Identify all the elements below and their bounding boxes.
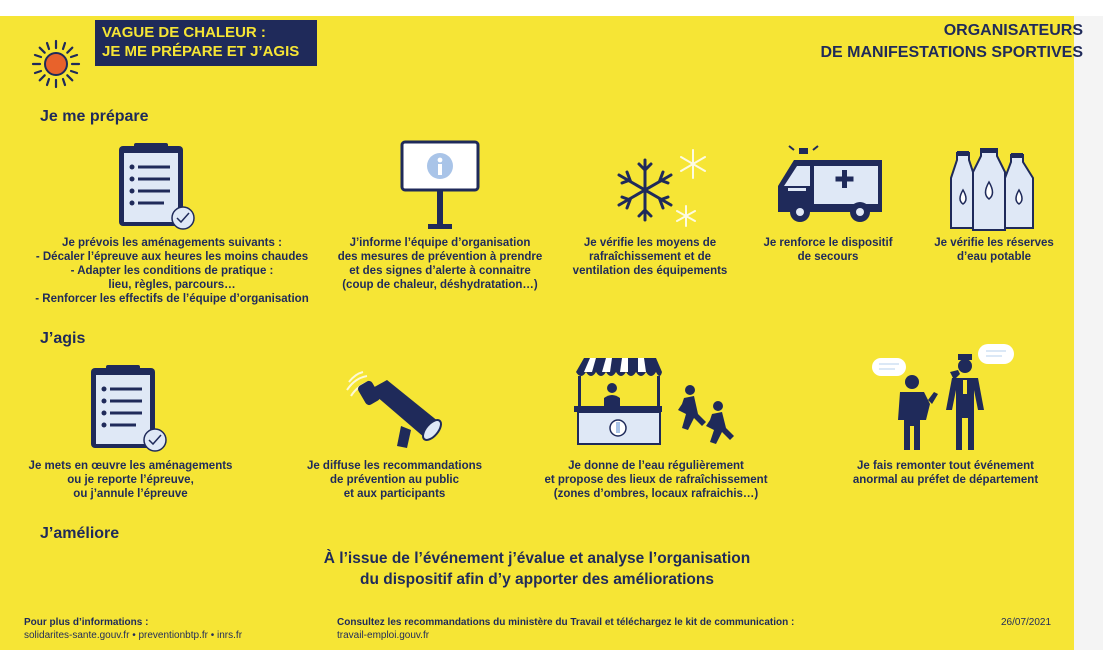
footer-date: 26/07/2021 (1001, 617, 1052, 628)
section-heading-prepare: Je me prépare (40, 108, 149, 125)
improve-line-1: À l’issue de l’événement j’évalue et analyse l’organisation (323, 550, 751, 567)
caption-line: ou je reporte l’épreuve, (67, 474, 194, 486)
improve-statement (0, 531, 1074, 590)
audience-title (820, 20, 1083, 64)
caption-line: ou j’annule l’épreuve (73, 488, 188, 500)
caption-line: et des signes d’alerte à connaitre (349, 265, 531, 277)
caption-line: Je vérifie les réserves (934, 237, 1054, 249)
audience-line-1: ORGANISATEURS (943, 22, 1083, 39)
caption-line: Je diffuse les recommandations (306, 460, 483, 472)
caption-line: lieu, règles, parcours… (108, 279, 236, 291)
footer-ministry (337, 616, 794, 642)
footer-info-links[interactable]: solidarites-sante.gouv.fr • preventionbtp.fr • inrs.fr (24, 630, 243, 641)
sun-icon (30, 38, 82, 90)
caption-line: de prévention au public (329, 474, 460, 486)
caption-line: (coup de chaleur, déshydratation…) (342, 279, 538, 291)
snowflake-icon (612, 148, 712, 233)
refreshment-stand-icon (572, 356, 740, 448)
section-heading-improve: J’améliore (40, 525, 120, 542)
prepare-item-3-caption (565, 236, 735, 278)
caption-line: Je mets en œuvre les aménagements (28, 460, 233, 472)
act-item-3-caption (536, 459, 776, 501)
caption-line: d’eau potable (956, 251, 1032, 263)
clipboard-checklist-icon (88, 364, 168, 454)
act-item-1-caption (18, 459, 243, 501)
audience-line-2: DE MANIFESTATIONS SPORTIVES (820, 44, 1083, 61)
footer-info (24, 616, 242, 642)
poster-title (95, 20, 317, 66)
megaphone-icon (343, 368, 445, 452)
report-to-prefect-icon (870, 344, 1020, 454)
caption-line: anormal au préfet de département (852, 474, 1039, 486)
caption-line: Je prévois les aménagements suivants : (62, 237, 282, 249)
caption-line: rafraîchissement et de (588, 251, 712, 263)
act-item-4-caption (838, 459, 1053, 487)
title-line-1: VAGUE DE CHALEUR : (102, 24, 266, 41)
act-item-2-caption (292, 459, 497, 501)
clipboard-checklist-icon (116, 142, 196, 232)
ambulance-icon (776, 146, 888, 226)
caption-line: Je renforce le dispositif (763, 237, 893, 249)
caption-line: - Renforcer les effectifs de l’équipe d’organisation (35, 293, 309, 305)
title-line-2: JE ME PRÉPARE ET J’AGIS (102, 43, 300, 60)
info-sign-icon (400, 140, 482, 232)
footer-ministry-label: Consultez les recommandations du ministère du Travail et téléchargez le kit de communication : (337, 617, 795, 628)
water-bottles-icon (943, 148, 1041, 234)
page-margin (1074, 16, 1103, 650)
caption-line: Je donne de l’eau régulièrement (568, 460, 744, 472)
caption-line: des mesures de prévention à prendre (337, 251, 543, 263)
caption-line: - Adapter les conditions de pratique : (70, 265, 274, 277)
caption-line: Je vérifie les moyens de (583, 237, 717, 249)
footer-info-label: Pour plus d’informations : (24, 617, 149, 628)
caption-line: - Décaler l’épreuve aux heures les moins chaudes (35, 251, 309, 263)
improve-line-2: du dispositif afin d’y apporter des améliorations (360, 571, 714, 588)
section-heading-act: J’agis (40, 330, 86, 347)
caption-line: (zones d’ombres, locaux rafraichis…) (553, 488, 759, 500)
prepare-item-1-caption (22, 236, 322, 306)
caption-line: J’informe l’équipe d’organisation (349, 237, 531, 249)
caption-line: ventilation des équipements (572, 265, 728, 277)
prepare-item-2-caption (325, 236, 555, 292)
caption-line: et propose des lieux de rafraîchissement (544, 474, 768, 486)
prepare-item-4-caption (758, 236, 898, 264)
prepare-item-5-caption (924, 236, 1064, 264)
footer-ministry-link[interactable]: travail-emploi.gouv.fr (337, 630, 430, 641)
caption-line: de secours (797, 251, 859, 263)
caption-line: et aux participants (343, 488, 446, 500)
caption-line: Je fais remonter tout événement (856, 460, 1035, 472)
